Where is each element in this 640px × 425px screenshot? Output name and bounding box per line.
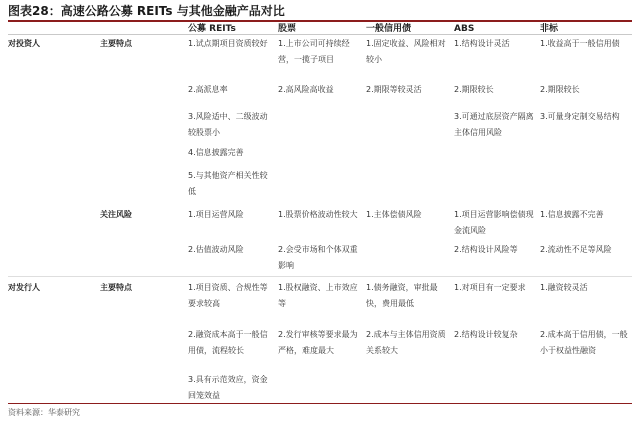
table-cell: 1.股权融资、上市效应等 xyxy=(278,283,358,308)
table-cell: 1.主体偿债风险 xyxy=(366,210,422,219)
table-cell: 2.期限等较灵活 xyxy=(366,85,422,94)
table-cell: 5.与其他资产相关性较低 xyxy=(188,171,268,196)
table-cell: 1.融资较灵活 xyxy=(540,283,588,292)
table-cell: 2.发行审核等要求最为严格，难度最大 xyxy=(278,330,358,355)
table-cell: 3.可量身定制交易结构 xyxy=(540,112,620,121)
table-cell: 2.期限较长 xyxy=(540,85,580,94)
table-cell: 1.结构设计灵活 xyxy=(454,39,510,48)
section-label-investor: 对投资人 xyxy=(8,39,40,48)
table-cell: 1.固定收益、风险相对较小 xyxy=(366,39,446,64)
table-cell: 4.信息披露完善 xyxy=(188,148,244,157)
table-cell: 1.对项目有一定要求 xyxy=(454,283,526,292)
table-cell: 1.股票价格波动性较大 xyxy=(278,210,358,219)
table-cell: 1.信息披露不完善 xyxy=(540,210,604,219)
section-label-issuer: 对发行人 xyxy=(8,283,40,292)
table-cell: 2.成本与主体信用资质关系较大 xyxy=(366,330,446,355)
table-cell: 1.项目资质、合规性等要求较高 xyxy=(188,283,268,308)
table-cell: 2.高风险高收益 xyxy=(278,85,334,94)
table-cell: 2.会受市场和个体双重影响 xyxy=(278,245,358,270)
title-divider xyxy=(8,20,632,22)
table-cell: 1.上市公司可持续经营，一揽子项目 xyxy=(278,39,350,64)
table-cell: 3.可通过底层资产隔离主体信用风险 xyxy=(454,112,534,137)
column-header-non-standard: 非标 xyxy=(540,24,559,34)
table-cell: 2.流动性不足等风险 xyxy=(540,245,612,254)
table-cell: 3.具有示范效应，资金回笼效益 xyxy=(188,375,268,400)
table-cell: 1.收益高于一般信用债 xyxy=(540,39,620,48)
column-header-reits: 公募 REITs xyxy=(188,24,236,34)
table-cell: 2.成本高于信用债，一般小于权益性融资 xyxy=(540,330,628,355)
group-label-investor-features: 主要特点 xyxy=(100,39,132,48)
header-divider xyxy=(8,34,632,35)
group-label-investor-risks: 关注风险 xyxy=(100,210,132,219)
table-cell: 1.项目运营影响偿债现金流风险 xyxy=(454,210,534,235)
table-cell: 2.期限较长 xyxy=(454,85,494,94)
table-cell: 2.结构设计较复杂 xyxy=(454,330,518,339)
table-cell: 1.债务融资，审批最快，费用最低 xyxy=(366,283,438,308)
group-label-issuer-features: 主要特点 xyxy=(100,283,132,292)
table-cell: 1.项目运营风险 xyxy=(188,210,244,219)
column-header-abs: ABS xyxy=(454,24,475,34)
column-header-credit-bond: 一般信用债 xyxy=(366,24,412,34)
column-header-stock: 股票 xyxy=(278,24,297,34)
table-cell: 2.高派息率 xyxy=(188,85,228,94)
table-cell: 2.融资成本高于一般信用债，流程较长 xyxy=(188,330,268,355)
footer-divider xyxy=(8,403,632,404)
section-divider xyxy=(8,276,632,277)
table-cell: 3.风险适中、二级波动较股票小 xyxy=(188,112,268,137)
table-cell: 2.估值波动风险 xyxy=(188,245,244,254)
table-cell: 1.试点期项目资质较好 xyxy=(188,39,268,48)
table-cell: 2.结构设计风险等 xyxy=(454,245,518,254)
figure-title: 图表28：高速公路公募 REITs 与其他金融产品对比 xyxy=(8,4,285,18)
source-note: 资料来源：华泰研究 xyxy=(8,408,80,417)
